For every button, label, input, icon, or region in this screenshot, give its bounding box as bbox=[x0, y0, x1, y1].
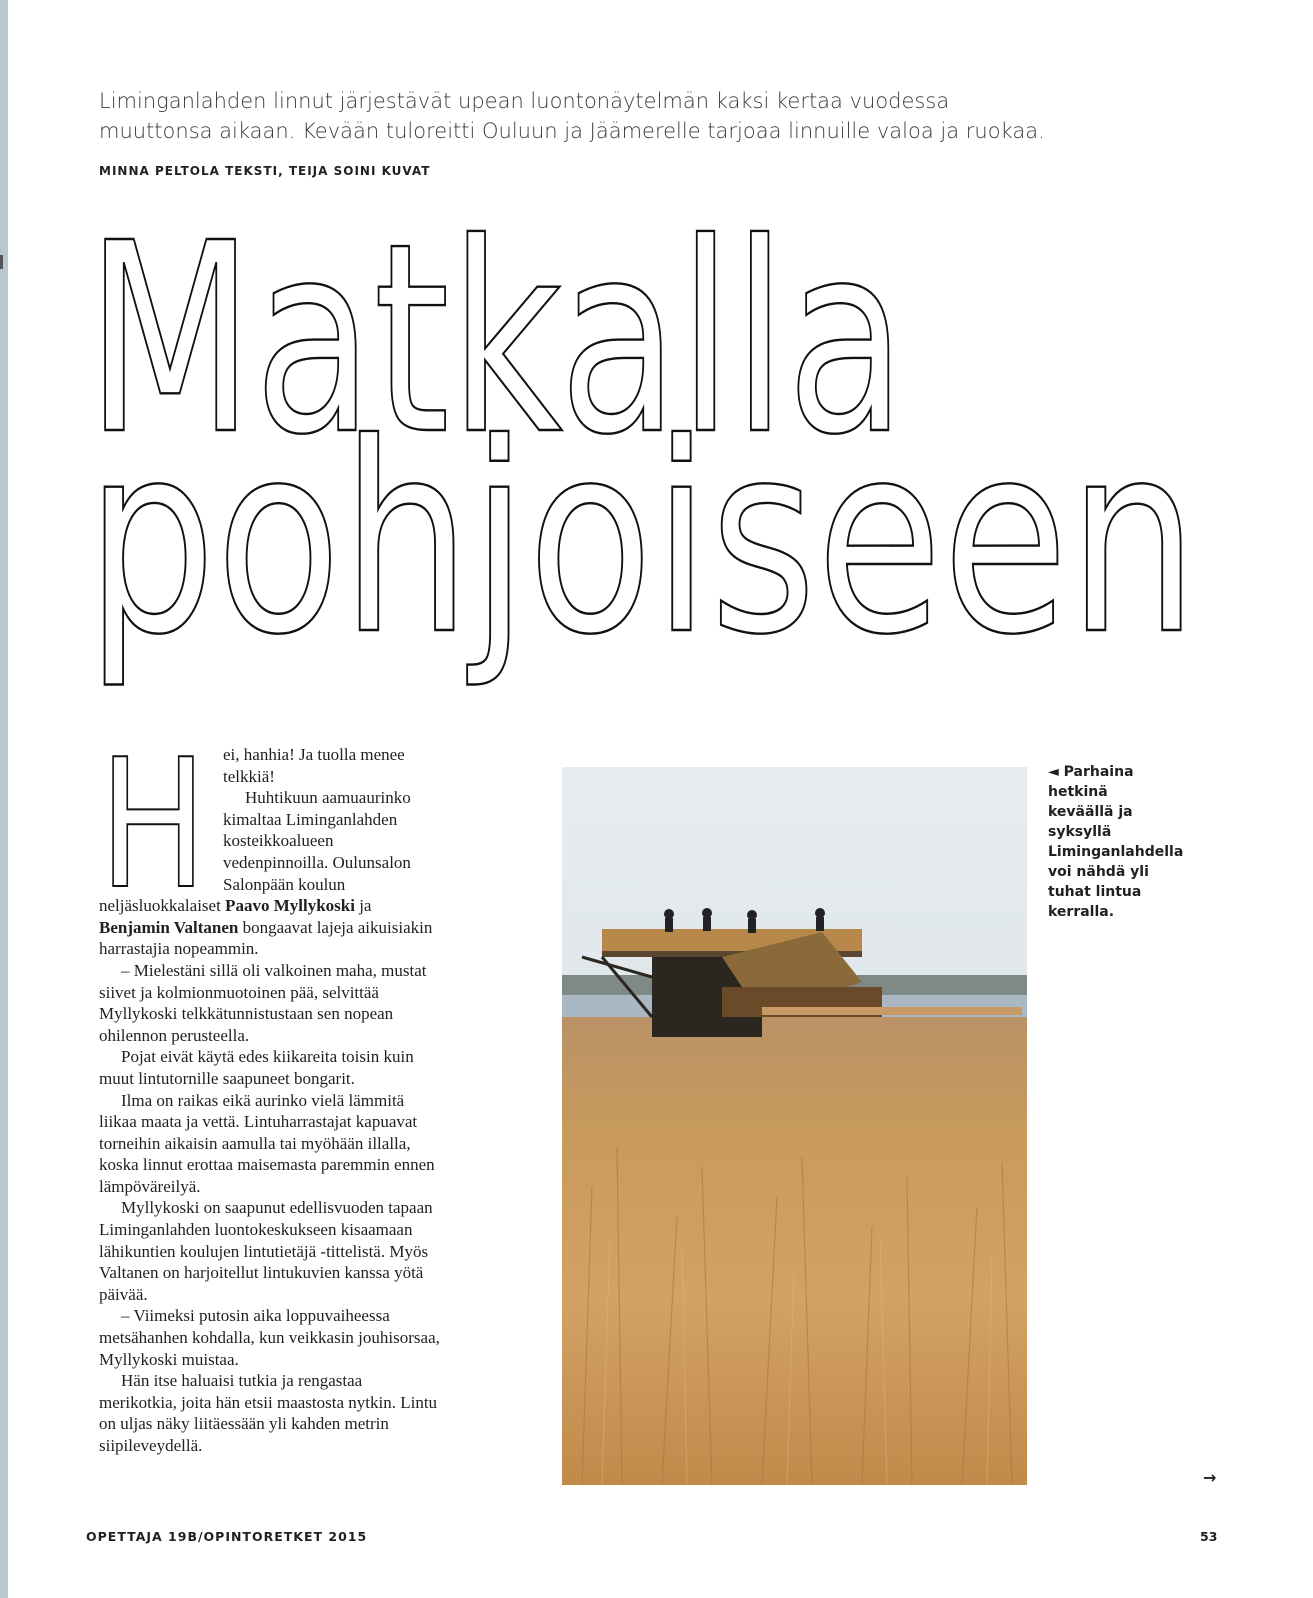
page-edge bbox=[0, 0, 8, 1598]
paragraph-6: Myllykoski on saapunut edellisvuoden tapaan Liminganlahden luontokeskukseen kisaamaan lähikuntien koulujen lintutietäjä -tittelistä. Myös Valtanen on harjoitellut lintukuvien kanssa yötä päivää. bbox=[99, 1198, 433, 1304]
lead-paragraph: Liminganlahden linnut järjestävät upean luontonäytelmän kaksi kertaa vuodessa muuttonsa aikaan. Kevään tuloreitti Ouluun ja Jäämerelle tarjoaa linnuille valoa ja ruokaa. bbox=[99, 89, 1045, 143]
svg-text:H: H bbox=[99, 748, 207, 890]
page-number: 53 bbox=[1200, 1529, 1218, 1544]
paragraph-4: Pojat eivät käytä edes kiikareita toisin kuin muut lintutornille saapuneet bongarit. bbox=[99, 1047, 414, 1088]
drop-cap bbox=[99, 748, 211, 890]
continue-arrow-icon: → bbox=[1203, 1468, 1217, 1487]
caption-text: Parhaina hetkinä keväällä ja syksyllä Liminganlahdella voi nähdä yli tuhat lintua kerralla. bbox=[1048, 764, 1184, 920]
headline-line-1: Matkalla bbox=[86, 222, 906, 492]
headline bbox=[86, 222, 1313, 696]
paragraph-1: ei, hanhia! Ja tuolla menee telkkiä! bbox=[223, 745, 405, 786]
person-name: Benjamin Valtanen bbox=[99, 917, 239, 937]
paragraph-3: – Mielestäni sillä oli valkoinen maha, mustat siivet ja kolmionmuotoinen pää, selvittää Myllykoski telkkätunnistustaan sen nopean ohilennon perusteella. bbox=[99, 960, 427, 1045]
article-body bbox=[99, 744, 441, 1457]
paragraph-7: – Viimeksi putosin aika loppuvaiheessa metsähanhen kohdalla, kun veikkasin jouhisorsaa, Myllykoski muistaa. bbox=[99, 1306, 440, 1369]
photo-caption bbox=[1048, 762, 1184, 922]
byline-credit: MINNA PELTOLA TEKSTI, TEIJA SOINI KUVAT bbox=[99, 164, 431, 178]
paragraph-8: Hän itse haluaisi tutkia ja rengastaa merikotkia, joita hän etsii maastosta nytkin. Lintu on uljas näky liitäessään yli kahden metrin siipileveydellä. bbox=[99, 1371, 438, 1455]
caption-arrow-icon: ◄ bbox=[1048, 764, 1059, 780]
footer-publication: OPETTAJA 19B/OPINTORETKET 2015 bbox=[86, 1529, 368, 1544]
paragraph-2: Huhtikuun aamuaurinko kimaltaa Liminganlahden kosteikkoalueen vedenpinnoilla. Oulunsalon Salonpään koulun neljäsluokkalaiset Paavo Myllykoski ja Benjamin Valtanen bongaavat lajeja aikuisiakin harrastajia nopeammin. bbox=[99, 788, 433, 959]
bird-tower-photo bbox=[562, 767, 1027, 1485]
headline-line-2: pohjoiseen bbox=[86, 387, 1198, 692]
page-edge-mark bbox=[0, 255, 3, 269]
paragraph-5: Ilma on raikas eikä aurinko vielä lämmitä liikaa maata ja vettä. Lintuharrastajat kapuavat torneihin aikaisin aamulla tai myöhään illalla, koska linnut erottaa maisemasta paremmin ennen lämpöväreilyä. bbox=[99, 1090, 435, 1196]
person-name: Paavo Myllykoski bbox=[225, 896, 355, 916]
